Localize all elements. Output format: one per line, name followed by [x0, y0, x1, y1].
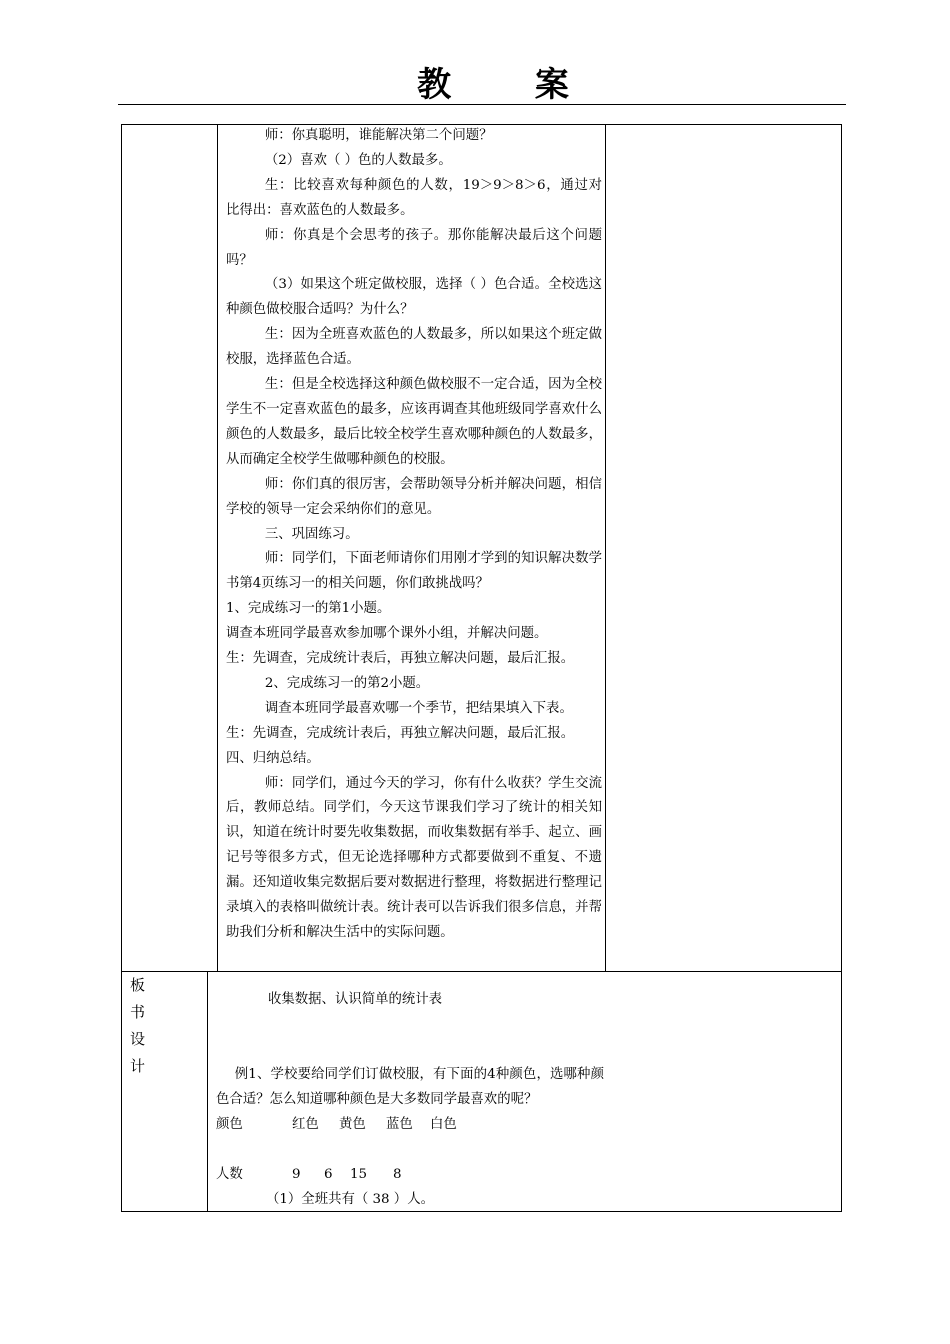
lesson-paragraph: （3）如果这个班定做校服，选择（ ）色合适。全校选这种颜色做校服合适吗？为什么？ [226, 277, 602, 318]
lesson-paragraph: 调查本班同学最喜欢参加哪个课外小组，并解决问题。 [226, 626, 548, 642]
color-cell: 红色 [292, 1116, 319, 1132]
lesson-process-text [226, 124, 602, 946]
table-divider-right-top [605, 124, 606, 971]
board-question-1: （1）全班共有（ 38 ）人。 [266, 1191, 434, 1207]
lesson-paragraph: 师：同学们，通过今天的学习，你有什么收获？学生交流后，教师总结。同学们，今天这节课我们学习了统计的相关知识，知道在统计时要先收集数据，而收集数据有举手、起立、画记号等很多方式，但无论选择哪种方式都要做到不重复、不遗漏。还知道收集完数据后要对数据进行整理，将数据进行整理记录填入的表格叫做统计表。统计表可以告诉我们很多信息，并帮助我们分析和解决生活中的实际问题。 [226, 775, 602, 940]
count-cell: 6 [324, 1166, 333, 1182]
color-row [216, 1113, 604, 1138]
count-row [216, 1163, 604, 1188]
lesson-paragraph: 师：你真聪明，谁能解决第二个问题？ [264, 128, 493, 143]
table-divider-left-top [217, 124, 218, 971]
lesson-paragraph: 四、归纳总结。 [226, 750, 320, 766]
board-label-char: 板 [130, 976, 146, 994]
lesson-paragraph: 1、完成练习一的第1小题。 [226, 601, 391, 617]
lesson-paragraph: 师：你们真的很厉害，会帮助领导分析并解决问题，相信学校的领导一定会采纳你们的意见。 [226, 476, 602, 517]
board-example: 例1、学校要给同学们订做校服，有下面的4种颜色，选哪种颜色合适？怎么知道哪种颜色是大多数同学最喜欢的呢？ [216, 1066, 604, 1107]
color-cell: 蓝色 [386, 1116, 413, 1132]
board-label-char: 书 [130, 1003, 146, 1021]
lesson-paragraph: 生：先调查，完成统计表后，再独立解决问题，最后汇报。 [226, 725, 575, 741]
count-cell: 15 [350, 1166, 368, 1182]
lesson-paragraph: 生：先调查，完成统计表后，再独立解决问题，最后汇报。 [226, 651, 575, 667]
count-cell: 8 [393, 1166, 402, 1182]
lesson-paragraph: 生：但是全校选择这种颜色做校服不一定合适，因为全校学生不一定喜欢蓝色的最多，应该再调查其他班级同学喜欢什么颜色的人数最多，最后比较全校学生喜欢哪种颜色的人数最多，从而确定全校学生做哪种颜色的校服。 [226, 377, 602, 467]
lesson-paragraph: 师：你真是个会思考的孩子。那你能解决最后这个问题吗？ [226, 227, 602, 268]
board-design-content [216, 988, 604, 1213]
lesson-paragraph: 生：因为全班喜欢蓝色的人数最多，所以如果这个班定做校服，选择蓝色合适。 [226, 327, 602, 368]
board-label-char: 设 [130, 1030, 146, 1048]
count-cell: 9 [292, 1166, 301, 1182]
page-title: 教 案 [417, 65, 605, 105]
color-row-label: 颜色 [216, 1116, 243, 1132]
board-design-label [130, 972, 160, 1080]
count-row-label: 人数 [216, 1166, 243, 1182]
lesson-paragraph: 三、巩固练习。 [264, 526, 359, 542]
board-heading: 收集数据、认识简单的统计表 [268, 992, 443, 1007]
table-divider-left-bottom [207, 971, 208, 1212]
color-cell: 白色 [430, 1116, 457, 1132]
board-label-char: 计 [130, 1057, 146, 1075]
title-underline [118, 104, 846, 105]
lesson-paragraph: （2）喜欢（ ）色的人数最多。 [264, 152, 452, 168]
lesson-paragraph: 师：同学们，下面老师请你们用刚才学到的知识解决数学书第4页练习一的相关问题，你们敢挑战吗？ [226, 551, 602, 592]
lesson-paragraph: 生：比较喜欢每种颜色的人数，19＞9＞8＞6，通过对比得出：喜欢蓝色的人数最多。 [226, 177, 602, 218]
lesson-paragraph: 2、完成练习一的第2小题。 [264, 675, 430, 691]
table-row-separator [121, 971, 842, 972]
color-cell: 黄色 [339, 1116, 366, 1132]
lesson-paragraph: 调查本班同学最喜欢哪一个季节，把结果填入下表。 [264, 700, 573, 716]
